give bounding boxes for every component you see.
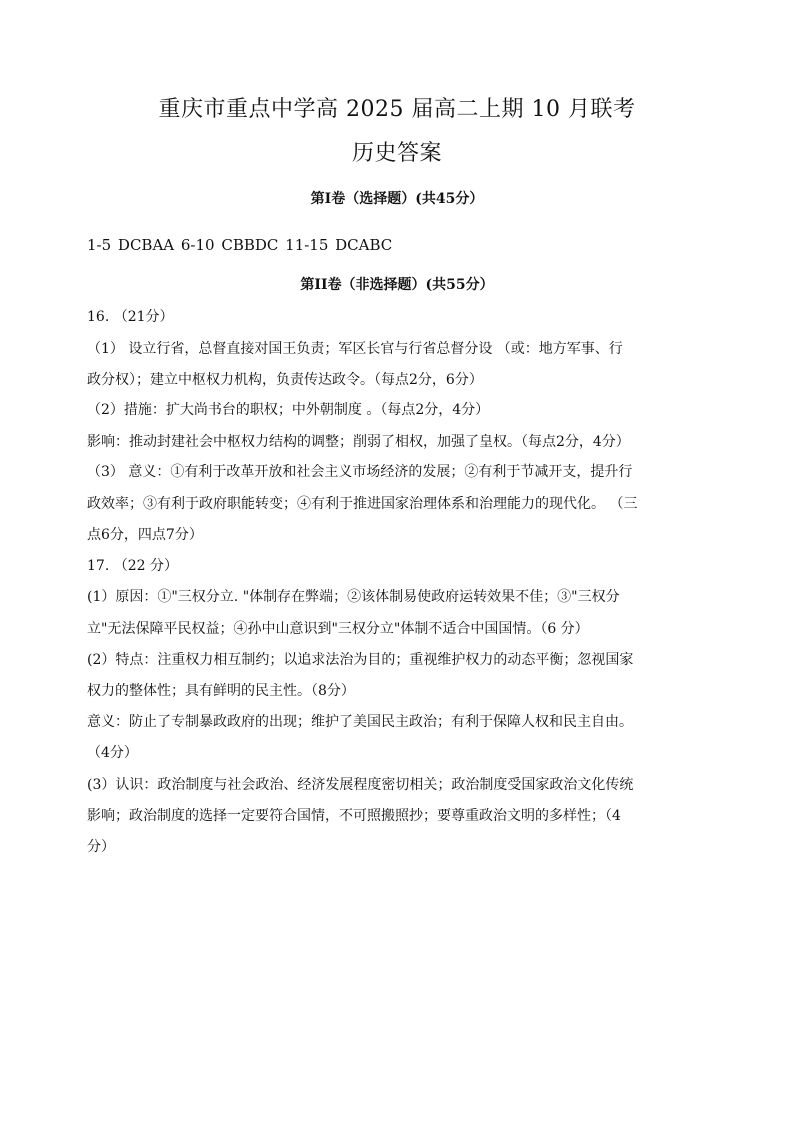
document-title: 重庆市重点中学高 2025 届高二上期 10 月联考 [158, 97, 636, 122]
part2-heading: 第II卷（非选择题）(共55分） [300, 277, 494, 293]
answer-line: 政分权）；建立中枢权力机构，负责传达政令。（每点2分，6分） [87, 372, 483, 388]
answer-line: 影响：推动封建社会中枢权力结构的调整；削弱了相权，加强了皇权。（每点2分，4分） [87, 434, 630, 450]
answer-line: (2）特点：注重权力相互制约；以追求法治为目的；重视维护权力的动态平衡；忽视国家 [87, 652, 634, 668]
answer-line: （4分） [87, 745, 138, 761]
answer-line: 权力的整体性；具有鲜明的民主性。（8分） [87, 683, 355, 699]
answer-line: 17. （22 分） [87, 558, 178, 574]
document-subtitle: 历史答案 [351, 141, 442, 166]
answer-line: (1）原因：①"三权分立. "体制存在弊端；②该体制易使政府运转效果不佳；③"三权分 [87, 589, 620, 605]
answer-line: （2）措施：扩大尚书台的职权；中外朝制度 。（每点2分，4分） [87, 402, 490, 418]
part1-heading: 第Ⅰ卷（选择题）(共45分） [310, 191, 484, 207]
answer-line: 政效率；③有利于政府职能转变；④有利于推进国家治理体系和治理能力的现代化。 （三 [87, 496, 638, 512]
answer-line: 点6分，四点7分） [87, 527, 203, 543]
answer-line: (3）认识：政治制度与社会政治、经济发展程度密切相关；政治制度受国家政治文化传统 [87, 777, 634, 793]
answer-line: 立"无法保障平民权益；④孙中山意识到"三权分立"体制不适合中国国情。（6 分） [87, 621, 589, 637]
answer-line: （1） 设立行省，总督直接对国王负责；军区长官与行省总督分设 （或：地方军事、行 [87, 341, 623, 357]
multiple-choice-answers: 1-5 DCBAA 6-10 CBBDC 11-15 DCABC [87, 236, 393, 254]
answer-line: 影响；政治制度的选择一定要符合国情，不可照搬照抄；要尊重政治文明的多样性；（4 [87, 808, 621, 824]
answer-line: （3） 意义：①有利于改革开放和社会主义市场经济的发展；②有利于节减开支，提升行 [87, 464, 633, 480]
answer-line: 16. （21分） [87, 309, 174, 325]
answer-line: 分） [87, 839, 115, 855]
answer-line: 意义：防止了专制暴政政府的出现；维护了美国民主政治；有利于保障人权和民主自由。 [87, 714, 633, 730]
